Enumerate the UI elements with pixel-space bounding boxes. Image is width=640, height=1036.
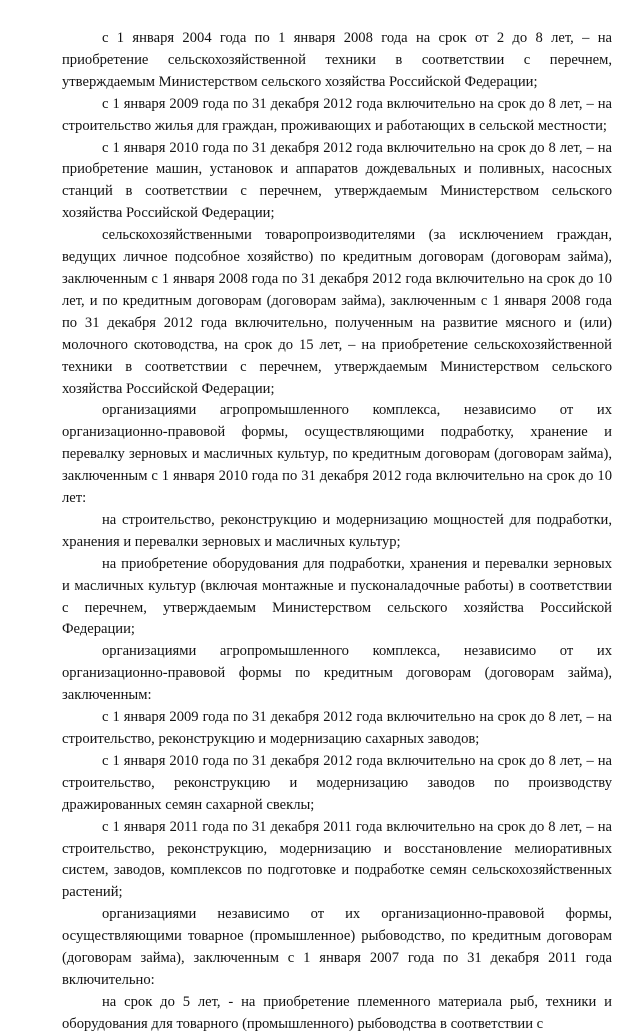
document-page (62, 28, 612, 1036)
paragraph-1: с 1 января 2004 года по 1 января 2008 года на срок от 2 до 8 лет, – на приобретение сельскохозяйственной техники в соответствии с перечнем, утверждаемым Министерством сельского хозяйства Российской Федерации; (62, 30, 612, 90)
paragraph-8: организациями агропромышленного комплекса, независимо от их организационно-правовой формы по кредитным договорам (договорам займа), заключенным: (62, 643, 612, 704)
paragraph-13: на срок до 5 лет, - на приобретение племенного материала рыб, техники и оборудования для товарного (промышленного) рыбоводства в соответствии с (62, 993, 612, 1032)
paragraph-5: организациями агропромышленного комплекса, независимо от их организационно-правовой формы, осуществляющими подработку, хранение и перевалку зерновых и масличных культур, по кредитным договорам (договорам займа), заключенным с 1 января 2010 года по 31 декабря 2012 года включительно на срок до 10 лет: (62, 402, 612, 507)
paragraph-11: с 1 января 2011 года по 31 декабря 2011 года включительно на срок до 8 лет, – на строительство, реконструкцию, модернизацию и восстановление мелиоративных систем, заводов, комплексов по подготовке и подработке семян сельскохозяйственных растений; (62, 818, 612, 901)
paragraph-2: с 1 января 2009 года по 31 декабря 2012 года включительно на срок до 8 лет, – на строительство жилья для граждан, проживающих и работающих в сельской местности; (62, 95, 612, 134)
paragraph-7: на приобретение оборудования для подработки, хранения и перевалки зерновых и масличных культур (включая монтажные и пусконаладочные работы) в соответствии с перечнем, утверждаемым Министерством сельского хозяйства Российской Федерации; (62, 555, 612, 638)
paragraph-6: на строительство, реконструкцию и модернизацию мощностей для подработки, хранения и перевалки зерновых и масличных культур; (62, 511, 612, 550)
paragraph-3: с 1 января 2010 года по 31 декабря 2012 года включительно на срок до 8 лет, – на приобретение машин, установок и аппаратов дождевальных и поливных, насосных станций в соответствии с перечнем, утверждаемым Министерством сельского хозяйства Российской Федерации; (62, 139, 612, 222)
paragraph-9: с 1 января 2009 года по 31 декабря 2012 года включительно на срок до 8 лет, – на строительство, реконструкцию и модернизацию сахарных заводов; (62, 709, 612, 747)
paragraph-12: организациями независимо от их организационно-правовой формы, осуществляющими товарное (промышленное) рыбоводство, по кредитным договорам (договорам займа), заключенным с 1 января 2007 года по 31 декабря 2011 года включительно: (62, 906, 612, 988)
paragraph-10: с 1 января 2010 года по 31 декабря 2012 года включительно на срок до 8 лет, – на строительство, реконструкцию и модернизацию заводов по производству дражированных семян сахарной свеклы; (62, 752, 612, 813)
paragraph-4: сельскохозяйственными товаропроизводителями (за исключением граждан, ведущих личное подсобное хозяйство) по кредитным договорам (договорам займа), заключенным с 1 января 2008 года по 31 декабря 2012 года включительно на срок до 10 лет, и по кредитным договорам (договорам займа), заключенным с 1 января 2008 года по 31 декабря 2012 года включительно, полученным на развитие мясного и (или) молочного скотоводства, на срок до 15 лет, – на приобретение сельскохозяйственной техники в соответствии с перечнем, утверждаемым Министерством сельского хозяйства Российской Федерации; (62, 227, 612, 397)
